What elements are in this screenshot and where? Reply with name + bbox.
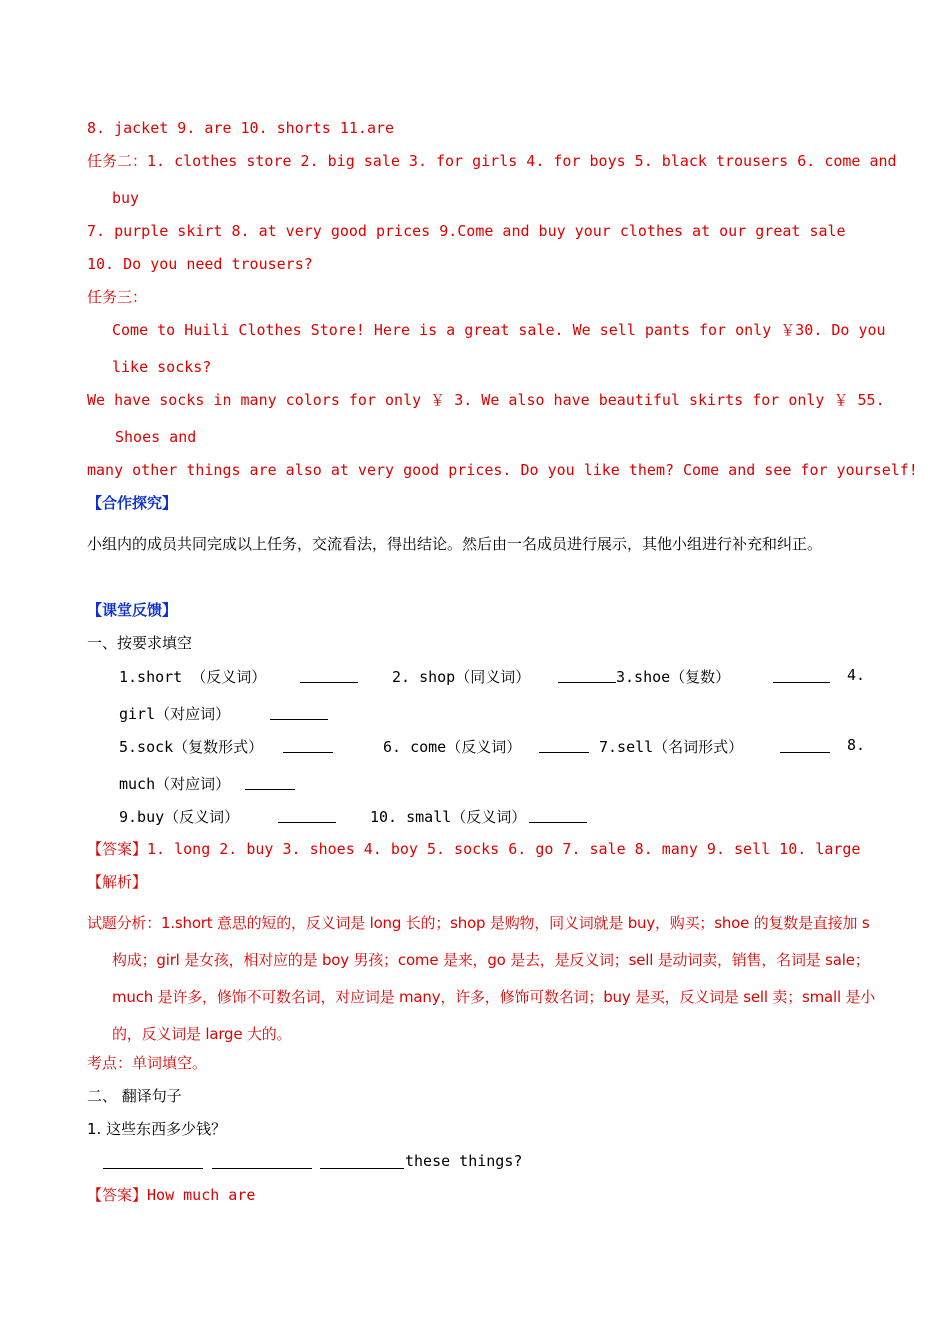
analysis-point: 考点：单词填空。 bbox=[87, 1054, 208, 1072]
q5-label: 5.sock（复数形式） bbox=[119, 738, 264, 756]
q3-label: 3.shoe（复数） bbox=[616, 668, 731, 686]
q10-blank[interactable] bbox=[529, 808, 587, 823]
translate-q1-tail: these things? bbox=[405, 1152, 523, 1170]
task3-para2: We have socks in many colors for only ￥ 3. We also have beautiful skirts for only ￥ 55. bbox=[87, 391, 885, 409]
translate-blank-2[interactable] bbox=[212, 1154, 312, 1169]
translate-answer bbox=[87, 1185, 877, 1218]
task3-para1: Come to Huili Clothes Store! Here is a great sale. We sell pants for only ￥30. Do you bbox=[112, 321, 886, 339]
q9-blank[interactable] bbox=[278, 808, 336, 823]
task3-para2-cont: Shoes and bbox=[115, 428, 197, 446]
fill-row-1b bbox=[87, 703, 877, 736]
task3-para1-cont: like socks? bbox=[112, 358, 212, 376]
q9-label: 9.buy（反义词） bbox=[119, 808, 240, 826]
fill-row-2b bbox=[87, 773, 877, 806]
q10-label: 10. small（反义词） bbox=[370, 808, 527, 826]
task2-label: 任务二： bbox=[87, 152, 148, 170]
translate-answer-text: How much are bbox=[147, 1186, 256, 1204]
q4-blank[interactable] bbox=[270, 705, 328, 720]
q7-label: 7.sell（名词形式） bbox=[599, 738, 744, 756]
q6-blank[interactable] bbox=[539, 738, 589, 753]
q8-blank[interactable] bbox=[245, 775, 295, 790]
task2-line1-cont: buy bbox=[112, 189, 140, 207]
section2-title: 二、 翻译句子 bbox=[87, 1087, 182, 1105]
fill-row-1 bbox=[87, 666, 877, 703]
task2-line3: 10. Do you need trousers? bbox=[87, 255, 313, 273]
translate-blank-3[interactable] bbox=[320, 1154, 404, 1169]
task3-para3: many other things are also at very good prices. Do you like them? Come and see for yourself! bbox=[87, 461, 918, 479]
analysis-text: 试题分析：1.short 意思的短的，反义词是 long 长的；shop 是购物，同义词就是 buy，购买；shoe 的复数是直接加 s 构成；girl 是女孩，相对应的是 boy 男孩；come 是来，go 是去，是反义词；sell 是动词卖，销售，名词是 sale；much 是许多，修饰不可数名词，对应词是 many，许多，修饰可数名词；buy 是买，反义词是 sell 卖；small 是小的，反义词是 large 大的。 bbox=[87, 914, 876, 1043]
q1-blank[interactable] bbox=[300, 668, 358, 683]
q7-blank[interactable] bbox=[780, 738, 830, 753]
task1-answers-tail: 8. jacket 9. are 10. shorts 11.are bbox=[87, 119, 395, 137]
q8-number: 8. bbox=[847, 736, 866, 754]
q8-label: much（对应词） bbox=[119, 775, 231, 793]
q3-blank[interactable] bbox=[773, 668, 830, 683]
q4-number: 4. bbox=[847, 666, 866, 684]
section1-title: 一、按要求填空 bbox=[87, 634, 193, 652]
answer-text: 1. long 2. buy 3. shoes 4. boy 5. socks 6. go 7. sale 8. many 9. sell 10. large bbox=[147, 840, 861, 858]
q5-blank[interactable] bbox=[283, 738, 333, 753]
q6-label: 6. come（反义词） bbox=[383, 738, 522, 756]
task3-label: 任务三： bbox=[87, 288, 148, 306]
fill-row-3 bbox=[87, 806, 877, 839]
translate-blank-1[interactable] bbox=[103, 1154, 203, 1169]
task2-line1 bbox=[87, 151, 897, 188]
task2-line2: 7. purple skirt 8. at very good prices 9.Come and buy your clothes at our great sale bbox=[87, 222, 846, 240]
q2-blank[interactable] bbox=[558, 668, 616, 683]
analysis-label: 【解析】 bbox=[87, 873, 148, 891]
document-page bbox=[87, 118, 918, 1218]
fill-row-2 bbox=[87, 736, 877, 773]
q4-label: girl（对应词） bbox=[119, 705, 231, 723]
translate-answer-label: 【答案】 bbox=[87, 1186, 148, 1204]
translate-q1: 1. 这些东西多少钱？ bbox=[87, 1120, 227, 1138]
coop-heading: 【合作探究】 bbox=[87, 494, 178, 512]
feedback-answer bbox=[87, 839, 877, 872]
translate-q1-blanks bbox=[87, 1152, 877, 1185]
answer-label: 【答案】 bbox=[87, 840, 148, 858]
task2-line1-text: 1. clothes store 2. big sale 3. for girls 4. for boys 5. black trousers 6. come and bbox=[147, 152, 897, 170]
q1-label: 1.short （反义词） bbox=[119, 668, 267, 686]
coop-text: 小组内的成员共同完成以上任务，交流看法，得出结论。然后由一名成员进行展示，其他小组进行补充和纠正。 bbox=[87, 535, 823, 553]
q2-label: 2. shop（同义词） bbox=[392, 668, 531, 686]
feedback-heading: 【课堂反馈】 bbox=[87, 601, 178, 619]
